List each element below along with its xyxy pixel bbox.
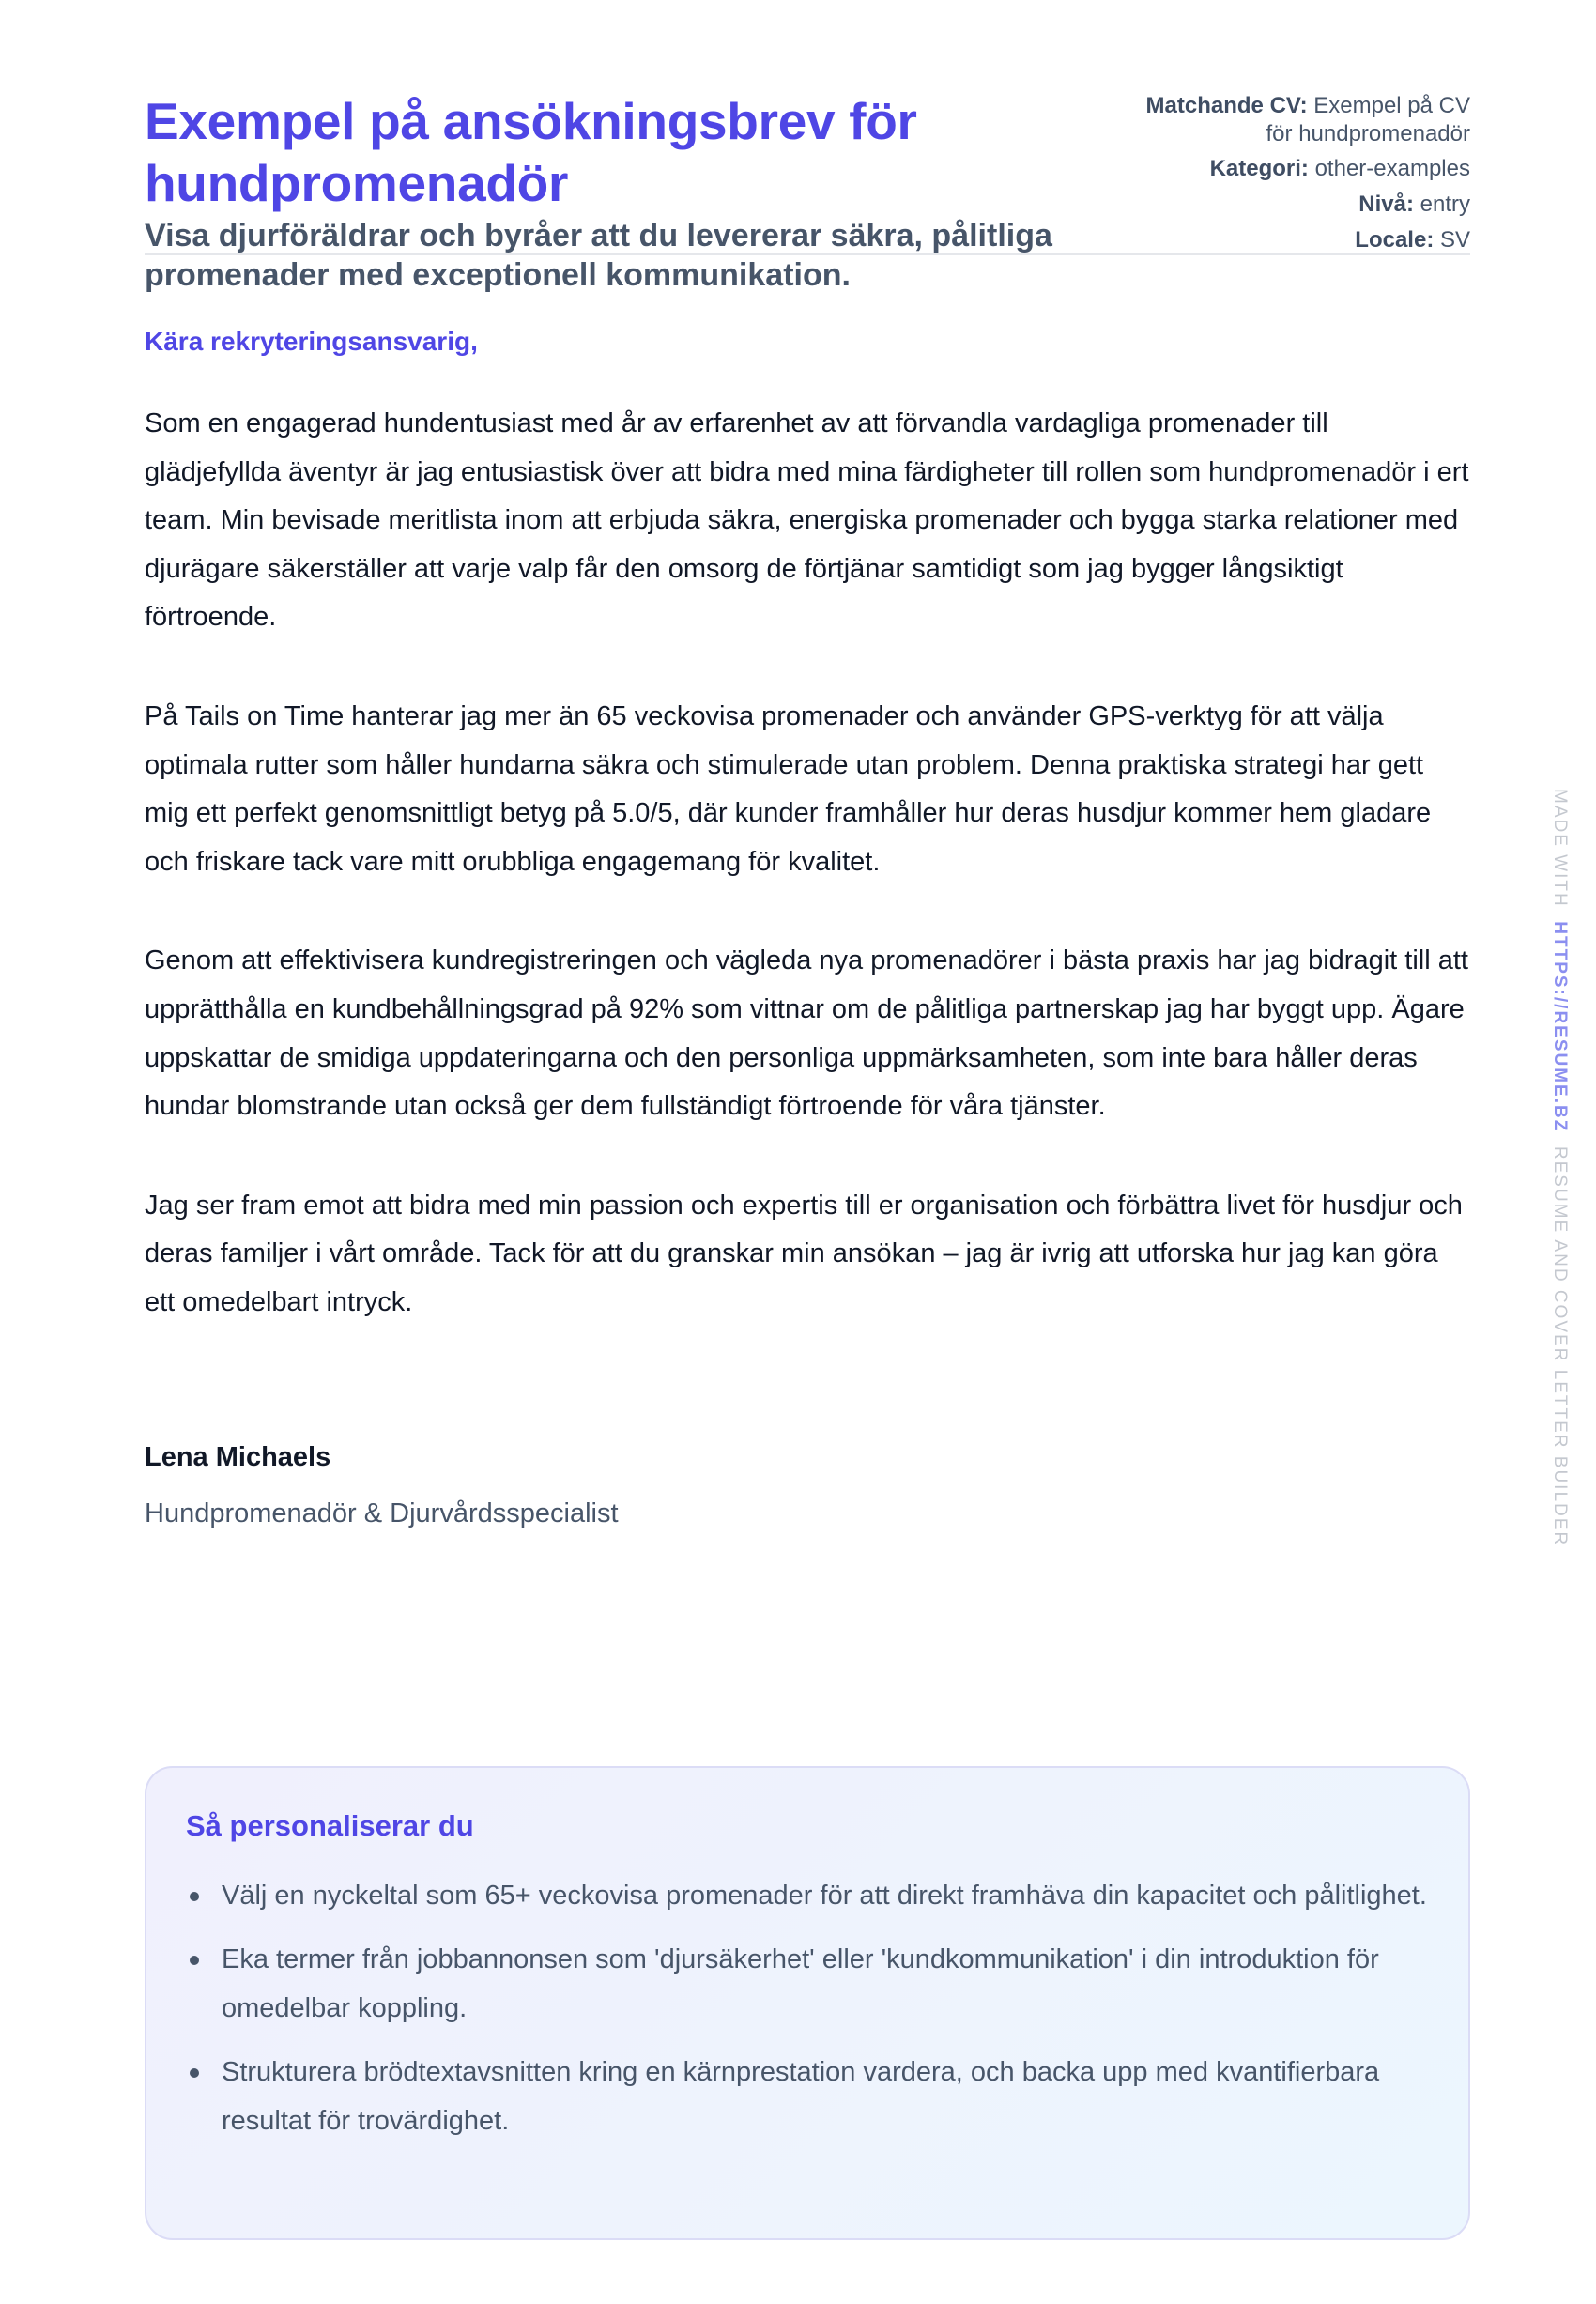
meta-matching-cv-value[interactable]: Exempel på CV för hundpromenadör xyxy=(1266,93,1470,146)
meta-locale-value: SV xyxy=(1439,227,1470,253)
tip-text: Välj en nyckeltal som 65+ veckovisa promenader för att direkt framhäva din kapacitet och pålitlighet. xyxy=(222,1881,1427,1911)
tip-item xyxy=(222,2048,1431,2145)
bullet-icon xyxy=(190,1892,199,1901)
tips-list xyxy=(186,1871,1431,2145)
signature-name: Lena Michaels xyxy=(145,1441,331,1472)
letter-paragraph: Som en engagerad hundentusiast med år av erfarenhet av att förvandla vardagliga promenader till glädjefyllda äventyr är jag entusiastisk över att bidra med mina färdigheter till rollen som hundpromenadör i ert team. Min bevisade meritlista inom att erbjuda säkra, energiska promenader och bygga starka relationer med djurägare säkerställer att varje valp får den omsorg de förtjänar samtidigt som jag bygger långsiktigt förtroende. xyxy=(145,408,1469,633)
page-title: Exempel på ansökningsbrev för hundpromenadör xyxy=(145,92,917,212)
meta-info xyxy=(1132,92,1470,261)
signature-title: Hundpromenadör & Djurvårdsspecialist xyxy=(145,1498,619,1528)
meta-level-value: entry xyxy=(1420,192,1470,217)
letter-paragraph: På Tails on Time hanterar jag mer än 65 veckovisa promenader och använder GPS-verktyg för att välja optimala rutter som håller hundarna säkra och stimulerade utan problem. Denna praktiska strategi har gett mig ett perfekt genomsnittligt betyg på 5.0/5, där kunder framhåller hur deras husdjur kommer hem gladare och friskare tack vare mitt orubbliga engagemang för kvalitet. xyxy=(145,700,1432,877)
meta-locale-label: Locale: xyxy=(1355,227,1435,253)
meta-category xyxy=(1132,154,1470,184)
watermark-prefix: MADE WITH xyxy=(1550,789,1570,908)
letter-paragraph: Jag ser fram emot att bidra med min passion och expertis till er organisation och förbättra livet för husdjur och deras familjer i vårt område. Tack för att du granskar min ansökan – jag är ivrig att utforska hur jag kan göra ett omedelbart intryck. xyxy=(145,1190,1463,1317)
personalization-tips-box xyxy=(145,1766,1470,2240)
meta-level-label: Nivå: xyxy=(1358,192,1414,217)
meta-category-value: other-examples xyxy=(1314,156,1470,181)
bullet-icon xyxy=(190,1956,199,1965)
cover-letter-page xyxy=(145,0,1470,2136)
salutation: Kära rekryteringsansvarig, xyxy=(145,327,478,356)
tip-text: Strukturera brödtextavsnitten kring en kärnprestation vardera, och backa upp med kvantifierbara resultat för trovärdighet. xyxy=(222,2057,1380,2136)
meta-locale xyxy=(1132,225,1470,255)
bullet-icon xyxy=(190,2068,199,2078)
watermark xyxy=(1550,789,1569,1568)
tip-text: Eka termer från jobbannonsen som 'djursäkerhet' eller 'kundkommunikation' i din introduktion för omedelbar koppling. xyxy=(222,1944,1379,2023)
meta-matching-cv-label: Matchande CV: xyxy=(1145,93,1308,118)
page-subtitle: Visa djurföräldrar och byråer att du levererar säkra, pålitliga promenader med exceptionell kommunikation. xyxy=(145,218,1052,293)
letter-paragraph: Genom att effektivisera kundregistreringen och vägleda nya promenadörer i bästa praxis har jag bidragit till att upprätthålla en kundbehållningsgrad på 92% som vittnar om de pålitliga partnerskap jag har byggt upp. Ägare uppskattar de smidiga uppdateringarna och den personliga uppmärksamheten, som inte bara håller deras hundar blomstrande utan också ger dem fullständigt förtroende för våra tjänster. xyxy=(145,945,1468,1122)
document-header xyxy=(145,0,1470,293)
watermark-suffix: RESUME AND COVER LETTER BUILDER xyxy=(1550,1145,1570,1547)
tips-title: Så personaliserar du xyxy=(186,1809,474,1842)
watermark-link[interactable]: HTTPS://RESUME.BZ xyxy=(1550,921,1570,1133)
meta-level xyxy=(1132,190,1470,220)
letter-body xyxy=(145,323,1470,1532)
tip-item xyxy=(222,1871,1431,1920)
meta-matching-cv xyxy=(1132,92,1470,148)
meta-category-label: Kategori: xyxy=(1209,156,1309,181)
tip-item xyxy=(222,1935,1431,2033)
